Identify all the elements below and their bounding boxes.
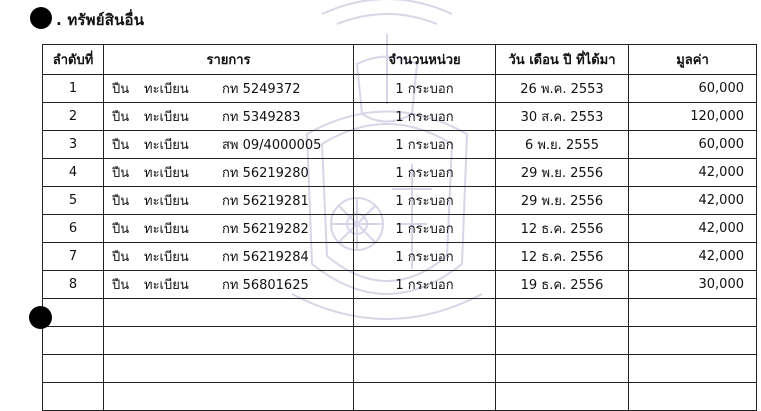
empty-cell	[629, 299, 757, 327]
empty-cell	[104, 383, 354, 411]
header-quantity: จำนวนหน่วย	[354, 45, 496, 75]
cell-no: 3	[43, 131, 104, 159]
cell-no: 8	[43, 271, 104, 299]
cell-quantity: 1 กระบอก	[354, 103, 496, 131]
cell-no: 2	[43, 103, 104, 131]
cell-date: 29 พ.ย. 2556	[496, 159, 629, 187]
empty-row	[43, 355, 757, 383]
empty-cell	[354, 299, 496, 327]
cell-value: 42,000	[629, 159, 757, 187]
item-number: กท 5249372	[222, 82, 301, 97]
item-type: ปืน	[112, 194, 130, 209]
cell-item	[104, 243, 354, 271]
item-type: ปืน	[112, 278, 130, 293]
header-date-acquired: วัน เดือน ปี ที่ได้มา	[496, 45, 629, 75]
table-row	[43, 131, 757, 159]
cell-value: 42,000	[629, 243, 757, 271]
item-number: กท 56219284	[222, 250, 309, 265]
cell-no: 5	[43, 187, 104, 215]
cell-value: 42,000	[629, 187, 757, 215]
empty-cell	[104, 327, 354, 355]
empty-cell	[496, 355, 629, 383]
cell-quantity: 1 กระบอก	[354, 131, 496, 159]
empty-cell	[43, 327, 104, 355]
cell-value: 120,000	[629, 103, 757, 131]
empty-cell	[496, 299, 629, 327]
cell-date: 19 ธ.ค. 2556	[496, 271, 629, 299]
cell-date: 29 พ.ย. 2556	[496, 187, 629, 215]
cell-quantity: 1 กระบอก	[354, 271, 496, 299]
empty-cell	[354, 355, 496, 383]
empty-cell	[629, 327, 757, 355]
item-type: ปืน	[112, 166, 130, 181]
list-bullet	[29, 306, 52, 329]
header-no: ลำดับที่	[43, 45, 104, 75]
empty-row	[43, 383, 757, 411]
cell-value: 42,000	[629, 215, 757, 243]
empty-cell	[629, 383, 757, 411]
empty-cell	[43, 299, 104, 327]
cell-value: 60,000	[629, 75, 757, 103]
empty-cell	[629, 355, 757, 383]
cell-item	[104, 187, 354, 215]
table-row	[43, 243, 757, 271]
empty-row	[43, 299, 757, 327]
cell-value: 30,000	[629, 271, 757, 299]
item-number: กท 56219281	[222, 194, 309, 209]
header-item: รายการ	[104, 45, 354, 75]
item-reg: ทะเบียน	[144, 194, 189, 209]
cell-date: 6 พ.ย. 2555	[496, 131, 629, 159]
empty-cell	[104, 299, 354, 327]
item-reg: ทะเบียน	[144, 222, 189, 237]
header-value: มูลค่า	[629, 45, 757, 75]
empty-cell	[354, 383, 496, 411]
table-row	[43, 75, 757, 103]
table-header-row	[43, 45, 757, 75]
section-title: . ทรัพย์สินอื่น	[56, 11, 145, 29]
item-reg: ทะเบียน	[144, 166, 189, 181]
cell-item	[104, 215, 354, 243]
item-type: ปืน	[112, 110, 130, 125]
item-type: ปืน	[112, 82, 130, 97]
cell-item	[104, 131, 354, 159]
empty-row	[43, 327, 757, 355]
empty-cell	[43, 383, 104, 411]
cell-item	[104, 103, 354, 131]
cell-date: 30 ส.ค. 2553	[496, 103, 629, 131]
cell-date: 12 ธ.ค. 2556	[496, 243, 629, 271]
cell-item	[104, 271, 354, 299]
cell-quantity: 1 กระบอก	[354, 75, 496, 103]
item-number: กท 5349283	[222, 110, 301, 125]
assets-table	[42, 44, 757, 411]
cell-value: 60,000	[629, 131, 757, 159]
cell-quantity: 1 กระบอก	[354, 187, 496, 215]
empty-cell	[496, 327, 629, 355]
cell-no: 4	[43, 159, 104, 187]
item-reg: ทะเบียน	[144, 82, 189, 97]
item-type: ปืน	[112, 222, 130, 237]
cell-item	[104, 75, 354, 103]
empty-cell	[104, 355, 354, 383]
item-number: กท 56219282	[222, 222, 309, 237]
table-row	[43, 215, 757, 243]
cell-date: 26 พ.ค. 2553	[496, 75, 629, 103]
cell-no: 1	[43, 75, 104, 103]
item-number: กท 56219280	[222, 166, 309, 181]
section-bullet	[30, 7, 52, 29]
cell-date: 12 ธ.ค. 2556	[496, 215, 629, 243]
empty-cell	[354, 327, 496, 355]
item-type: ปืน	[112, 250, 130, 265]
item-reg: ทะเบียน	[144, 250, 189, 265]
table-row	[43, 159, 757, 187]
item-number: กท 56801625	[222, 278, 309, 293]
empty-cell	[43, 355, 104, 383]
table-row	[43, 187, 757, 215]
item-reg: ทะเบียน	[144, 110, 189, 125]
empty-cell	[496, 383, 629, 411]
cell-item	[104, 159, 354, 187]
cell-quantity: 1 กระบอก	[354, 243, 496, 271]
cell-quantity: 1 กระบอก	[354, 159, 496, 187]
item-reg: ทะเบียน	[144, 278, 189, 293]
cell-no: 7	[43, 243, 104, 271]
cell-no: 6	[43, 215, 104, 243]
item-type: ปืน	[112, 138, 130, 153]
cell-quantity: 1 กระบอก	[354, 215, 496, 243]
item-reg: ทะเบียน	[144, 138, 189, 153]
item-number: สพ 09/4000005	[222, 138, 322, 153]
table-row	[43, 103, 757, 131]
table-row	[43, 271, 757, 299]
